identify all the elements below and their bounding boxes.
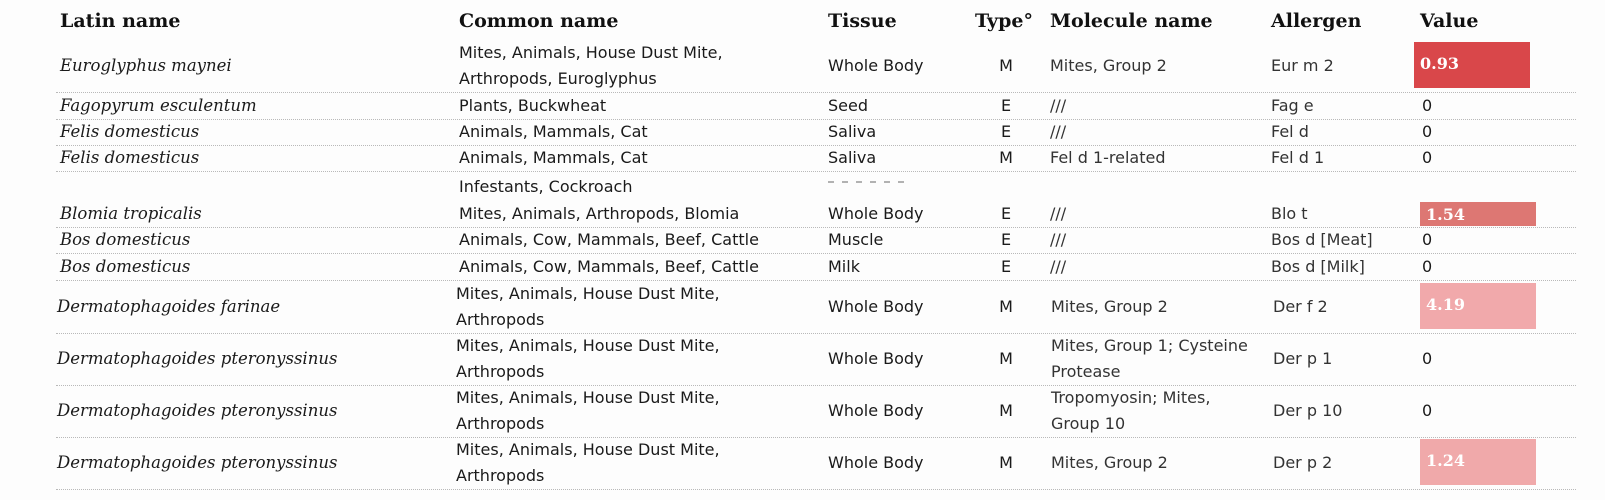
table-row bbox=[56, 281, 1576, 334]
type-cell: M bbox=[999, 349, 1013, 368]
table-row bbox=[56, 333, 1576, 386]
common-name-cell: Animals, Cow, Mammals, Beef, Cattle bbox=[459, 256, 759, 276]
latin-name-cell: Bos domesticus bbox=[60, 256, 191, 276]
allergen-cell: Der f 2 bbox=[1273, 297, 1328, 316]
common-name-cell: Mites, Animals, House Dust Mite, Arthropods bbox=[456, 336, 720, 381]
type-cell: M bbox=[999, 453, 1013, 472]
type-cell: M bbox=[999, 297, 1013, 316]
allergen-cell: Fel d bbox=[1271, 122, 1309, 141]
value-badge: 0.93 bbox=[1414, 42, 1530, 88]
allergen-cell: Der p 1 bbox=[1273, 349, 1333, 368]
table-row bbox=[56, 201, 1576, 228]
value-cell: 0 bbox=[1422, 256, 1433, 276]
molecule-name-cell: Tropomyosin; Mites, Group 10 bbox=[1051, 388, 1211, 433]
tissue-cell: Whole Body bbox=[828, 56, 924, 75]
latin-name-cell: Euroglyphus maynei bbox=[60, 56, 232, 75]
common-name-cell: Plants, Buckwheat bbox=[459, 96, 607, 115]
common-name-cell: Mites, Animals, House Dust Mite, Arthropods bbox=[456, 440, 720, 485]
tissue-cell: Whole Body bbox=[828, 349, 924, 368]
latin-name-cell: Dermatophagoides pteronyssinus bbox=[57, 401, 338, 420]
type-cell: M bbox=[999, 56, 1013, 75]
table-row bbox=[56, 385, 1576, 438]
common-name-cell: Animals, Cow, Mammals, Beef, Cattle bbox=[459, 230, 759, 249]
molecule-name-cell: Mites, Group 2 bbox=[1051, 453, 1168, 472]
latin-name-cell: Dermatophagoides pteronyssinus bbox=[57, 453, 338, 472]
tissue-cell: Saliva bbox=[828, 148, 877, 167]
table-row bbox=[56, 119, 1576, 146]
tissue-cell: Muscle bbox=[828, 230, 884, 249]
molecule-name-cell: Mites, Group 2 bbox=[1051, 297, 1168, 316]
latin-name-cell: Dermatophagoides farinae bbox=[57, 297, 281, 316]
type-cell: E bbox=[1000, 96, 1012, 115]
latin-name-cell: Dermatophagoides pteronyssinus bbox=[57, 349, 338, 368]
value-badge: 1.24 bbox=[1420, 439, 1536, 485]
molecule-name-cell: /// bbox=[1050, 256, 1067, 276]
tissue-cell: Whole Body bbox=[828, 453, 924, 472]
molecule-name-cell: Mites, Group 2 bbox=[1050, 56, 1167, 75]
tissue-cell: Whole Body bbox=[828, 204, 924, 223]
value-cell: 0 bbox=[1422, 148, 1433, 167]
header-allergen: Allergen bbox=[1271, 10, 1362, 32]
allergen-cell: Bos d [Meat] bbox=[1271, 230, 1373, 249]
header-type: Type° bbox=[975, 10, 1033, 32]
common-name-cell: Mites, Animals, House Dust Mite, Arthropods bbox=[456, 284, 720, 329]
latin-name-cell: Blomia tropicalis bbox=[60, 204, 202, 223]
value-cell: 0 bbox=[1422, 349, 1433, 368]
type-cell: E bbox=[1000, 122, 1012, 141]
type-cell: M bbox=[999, 148, 1013, 167]
allergen-cell: Der p 10 bbox=[1273, 401, 1343, 420]
type-cell: E bbox=[1000, 230, 1012, 249]
table-row bbox=[56, 253, 1576, 281]
latin-name-cell: Felis domesticus bbox=[60, 122, 200, 141]
tissue-cell: Milk bbox=[828, 256, 860, 276]
cut-line bbox=[828, 181, 908, 183]
molecule-name-cell: /// bbox=[1050, 204, 1067, 223]
type-cell: M bbox=[999, 401, 1013, 420]
molecule-name-cell: /// bbox=[1050, 230, 1067, 249]
common-name-cell: Animals, Mammals, Cat bbox=[459, 148, 648, 167]
molecule-name-cell: Fel d 1-related bbox=[1050, 148, 1166, 167]
common-name-cell: Mites, Animals, Arthropods, Blomia bbox=[459, 204, 740, 223]
fragment-common-name: Infestants, Cockroach bbox=[459, 177, 633, 196]
value-cell: 0 bbox=[1422, 96, 1433, 115]
header-common-name: Common name bbox=[459, 10, 619, 32]
table-row bbox=[56, 93, 1576, 120]
value-cell: 0 bbox=[1422, 401, 1433, 420]
table-row bbox=[56, 227, 1576, 254]
header-latin-name: Latin name bbox=[60, 10, 181, 32]
value-cell: 0 bbox=[1422, 122, 1433, 141]
table-row bbox=[56, 145, 1576, 172]
molecule-name-cell: Mites, Group 1; Cysteine Protease bbox=[1051, 336, 1248, 381]
value-badge: 1.54 bbox=[1420, 202, 1536, 226]
latin-name-cell: Felis domesticus bbox=[60, 148, 200, 167]
header-molecule-name: Molecule name bbox=[1050, 10, 1213, 32]
tissue-cell: Whole Body bbox=[828, 297, 924, 316]
allergen-cell: Der p 2 bbox=[1273, 453, 1333, 472]
table-row bbox=[56, 437, 1576, 490]
allergen-cell: Fel d 1 bbox=[1271, 148, 1325, 167]
allergen-cell: Fag e bbox=[1271, 96, 1314, 115]
tissue-cell: Seed bbox=[828, 96, 868, 115]
allergen-cell: Blo t bbox=[1271, 204, 1308, 223]
allergen-cell: Eur m 2 bbox=[1271, 56, 1334, 75]
common-name-cell: Mites, Animals, House Dust Mite, Arthropods, Euroglyphus bbox=[459, 43, 723, 88]
value-cell: 0 bbox=[1422, 230, 1433, 249]
type-cell: E bbox=[1000, 256, 1012, 276]
latin-name-cell: Bos domesticus bbox=[60, 230, 191, 249]
type-cell: E bbox=[1000, 204, 1012, 223]
molecule-name-cell: /// bbox=[1050, 96, 1067, 115]
header-value: Value bbox=[1420, 10, 1479, 32]
value-badge: 4.19 bbox=[1420, 283, 1536, 329]
common-name-cell: Animals, Mammals, Cat bbox=[459, 122, 648, 141]
latin-name-cell: Fagopyrum esculentum bbox=[60, 96, 257, 115]
molecule-name-cell: /// bbox=[1050, 122, 1067, 141]
common-name-cell: Mites, Animals, House Dust Mite, Arthropods bbox=[456, 388, 720, 433]
tissue-cell: Saliva bbox=[828, 122, 877, 141]
allergen-cell: Bos d [Milk] bbox=[1271, 256, 1365, 276]
header-tissue: Tissue bbox=[828, 10, 897, 32]
table-row bbox=[56, 40, 1576, 93]
tissue-cell: Whole Body bbox=[828, 401, 924, 420]
